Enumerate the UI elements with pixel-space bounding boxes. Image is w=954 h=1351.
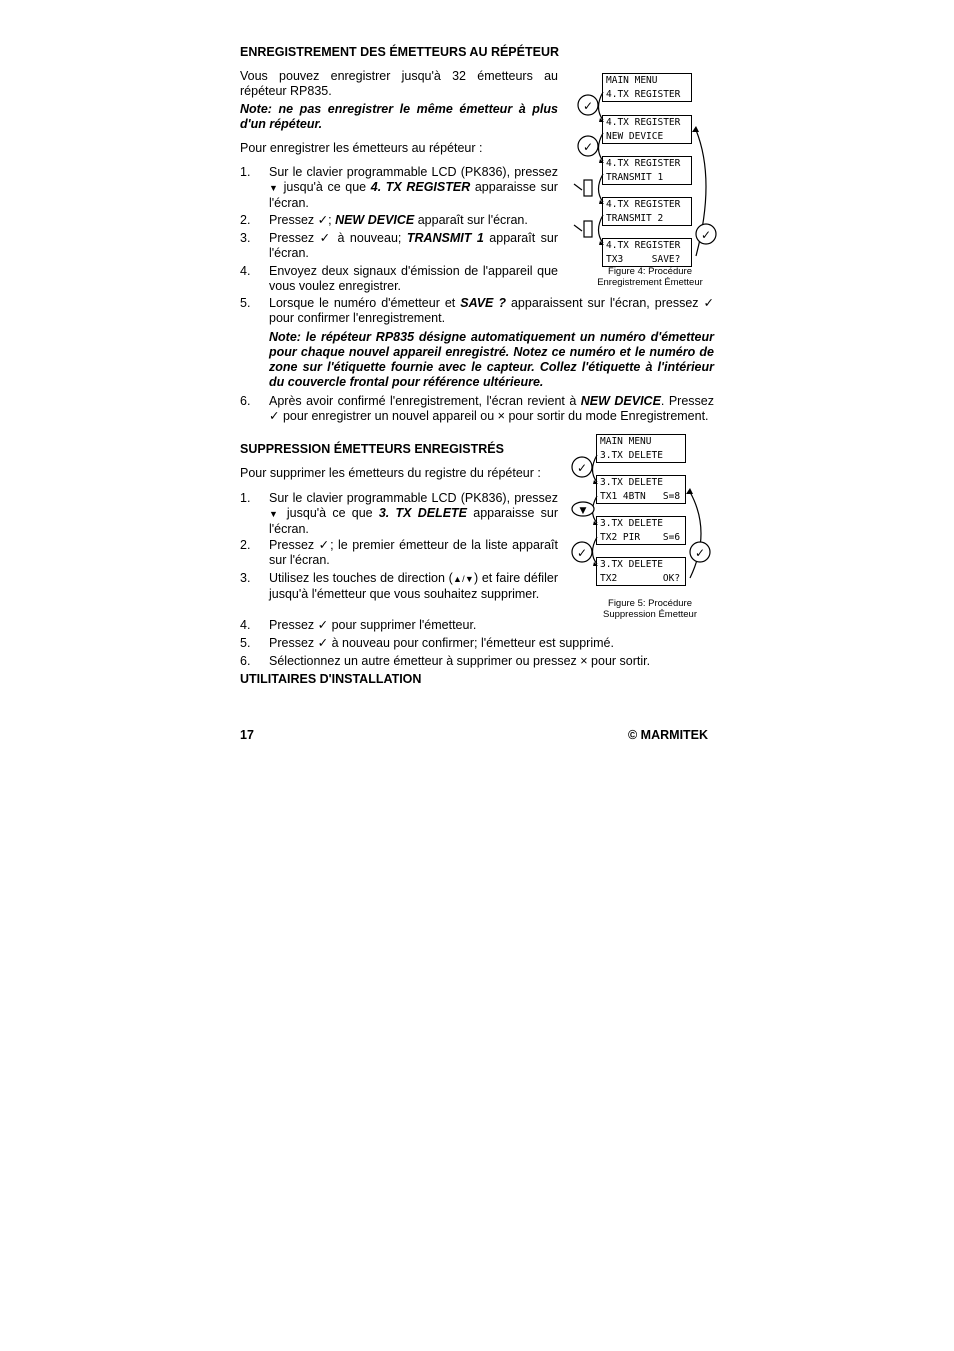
check-icon: ✓ <box>576 546 588 560</box>
figure-5-caption: Figure 5: Procédure Suppression Émetteur <box>603 598 697 620</box>
lcd-screen: 3.TX DELETE TX1 4BTN S=8 <box>596 475 686 504</box>
lcd-screen: 3.TX DELETE TX2 OK? <box>596 557 686 586</box>
footer-brand: © MARMITEK <box>628 728 709 742</box>
check-icon: ✓ <box>582 140 594 154</box>
lcd-screen: MAIN MENU 3.TX DELETE <box>596 434 686 463</box>
lcd-screen: MAIN MENU 4.TX REGISTER <box>602 73 692 102</box>
check-icon: ✓ <box>694 546 706 560</box>
section-heading-utilities: UTILITAIRES D'INSTALLATION <box>240 672 422 686</box>
arrow-down-icon: ▼ <box>579 506 587 516</box>
arrow-up-down-icon: ▲/▼ <box>452 574 474 584</box>
check-icon: ✓ <box>700 228 712 242</box>
note-paragraph: Note: ne pas enregistrer le même émetteur à plus d'un répéteur. <box>240 102 558 131</box>
note-paragraph-2: Note: le répéteur RP835 désigne automatiquement un numéro d'émetteur pour chaque nouvel appareil enregistré. Notez ce numéro et le numéro de zone sur l'étiquette fournie avec le capteur. Collez l'étiquette à l'intérieur du couvercle frontal pour référence ultérieure. <box>269 330 714 389</box>
arrow-down-icon: ▼ <box>269 509 281 519</box>
page-number: 17 <box>240 728 254 742</box>
section-heading-delete: SUPPRESSION ÉMETTEURS ENREGISTRÉS <box>240 442 504 456</box>
arrow-down-icon: ▼ <box>269 183 280 193</box>
intro-paragraph: Vous pouvez enregistrer jusqu'à 32 émetteurs au répéteur RP835. <box>240 69 558 98</box>
check-icon: ✓ <box>576 461 588 475</box>
lcd-screen: 4.TX REGISTER TRANSMIT 1 <box>602 156 692 185</box>
figure-4-caption: Figure 4: Procédure Enregistrement Émetteur <box>597 266 703 288</box>
lead-paragraph-delete: Pour supprimer les émetteurs du registre du répéteur : <box>240 466 541 480</box>
lcd-screen: 3.TX DELETE TX2 PIR S=6 <box>596 516 686 545</box>
lcd-screen: 4.TX REGISTER TRANSMIT 2 <box>602 197 692 226</box>
section-heading-register: ENREGISTREMENT DES ÉMETTEURS AU RÉPÉTEUR <box>240 45 560 59</box>
check-icon: ✓ <box>582 99 594 113</box>
lead-paragraph: Pour enregistrer les émetteurs au répéteur : <box>240 141 483 155</box>
lcd-screen: 4.TX REGISTER TX3 SAVE? <box>602 238 692 267</box>
lcd-screen: 4.TX REGISTER NEW DEVICE <box>602 115 692 144</box>
